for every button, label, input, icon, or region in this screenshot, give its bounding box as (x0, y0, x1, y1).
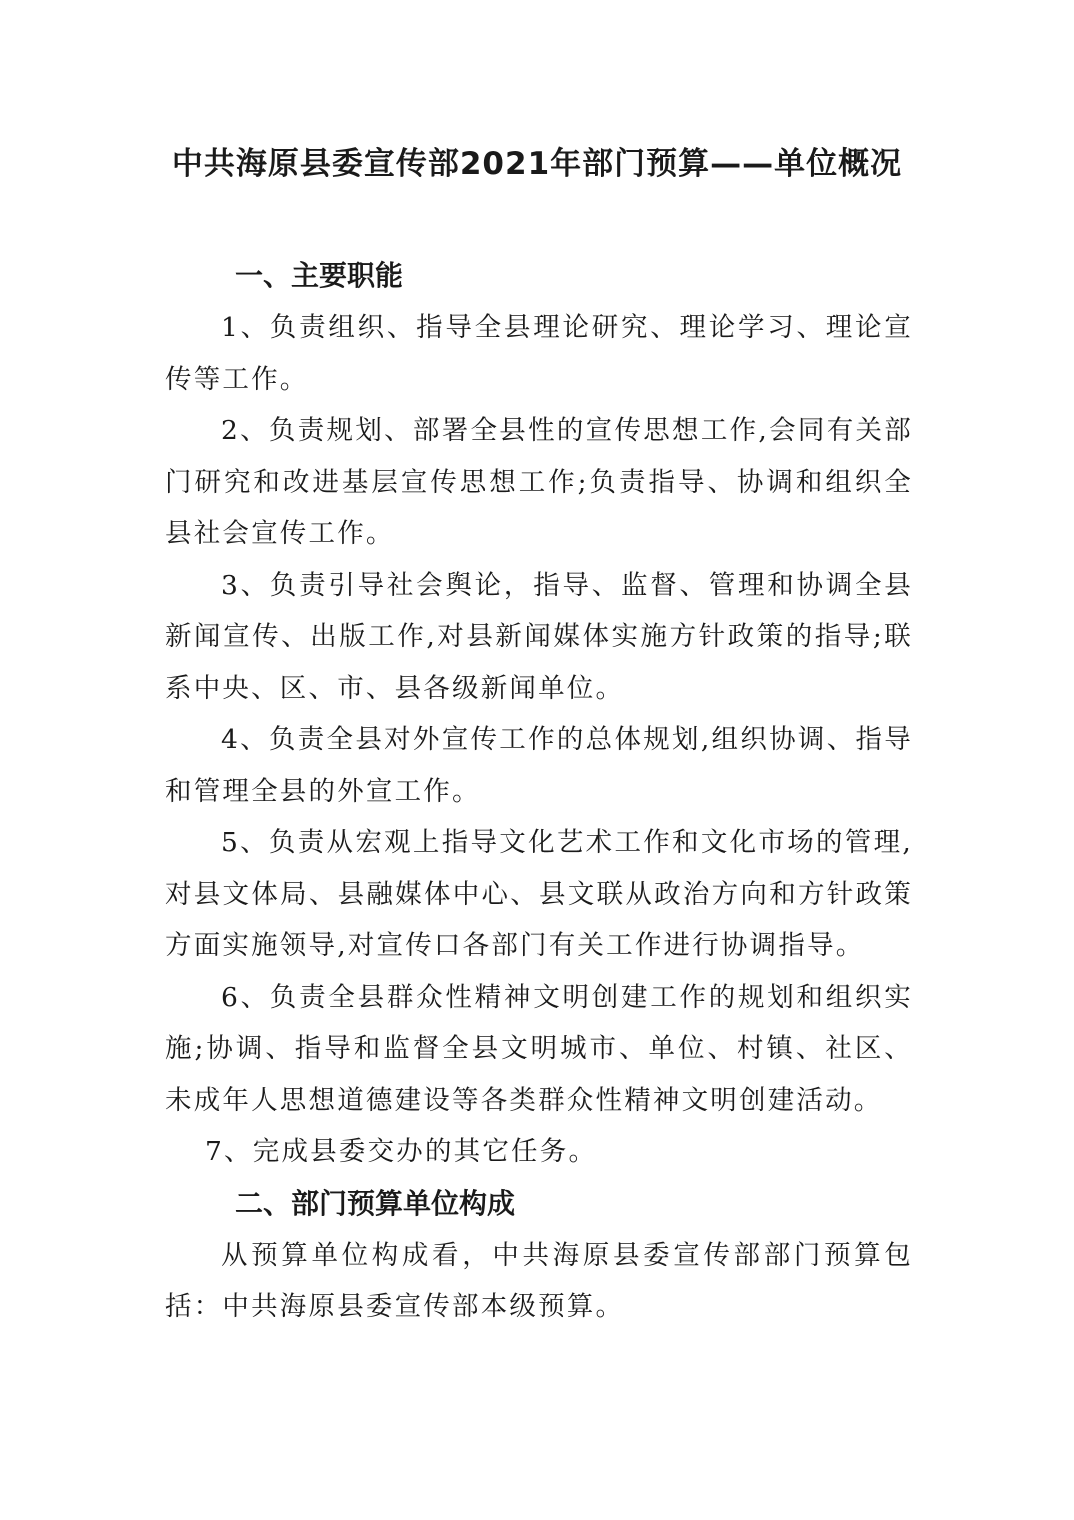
paragraph-function-4: 4、负责全县对外宣传工作的总体规划,组织协调、指导和管理全县的外宣工作。 (165, 724, 913, 807)
section-heading: 一、主要职能 (235, 259, 404, 292)
section-main-functions (165, 250, 913, 1178)
section-heading: 二、部门预算单位构成 (235, 1186, 516, 1220)
paragraph-function-7: 7、完成县委交办的其它任务。 (205, 1136, 598, 1167)
paragraph-function-2: 2、负责规划、部署全县性的宣传思想工作,会同有关部门研究和改进基层宣传思想工作;负责指导、协调和组织全县社会宣传工作。 (165, 415, 913, 549)
paragraph-function-1: 1、负责组织、指导全县理论研究、理论学习、理论宣传等工作。 (165, 312, 913, 395)
section-budget-units (165, 1178, 913, 1333)
paragraph-budget-units: 从预算单位构成看，中共海原县委宣传部部门预算包括：中共海原县委宣传部本级预算。 (165, 1239, 913, 1322)
page-title: 中共海原县委宣传部2021年部门预算——单位概况 (171, 146, 903, 182)
paragraph-function-3: 3、负责引导社会舆论，指导、监督、管理和协调全县新闻宣传、出版工作,对县新闻媒体实施方针政策的指导;联系中央、区、市、县各级新闻单位。 (165, 569, 913, 704)
paragraph-function-6: 6、负责全县群众性精神文明创建工作的规划和组织实施;协调、指导和监督全县文明城市、单位、村镇、社区、未成年人思想道德建设等各类群众性精神文明创建活动。 (165, 981, 913, 1116)
paragraph-function-5: 5、负责从宏观上指导文化艺术工作和文化市场的管理,对县文体局、县融媒体中心、县文联从政治方向和方针政策方面实施领导,对宣传口各部门有关工作进行协调指导。 (165, 827, 913, 961)
document-body (165, 250, 913, 1333)
